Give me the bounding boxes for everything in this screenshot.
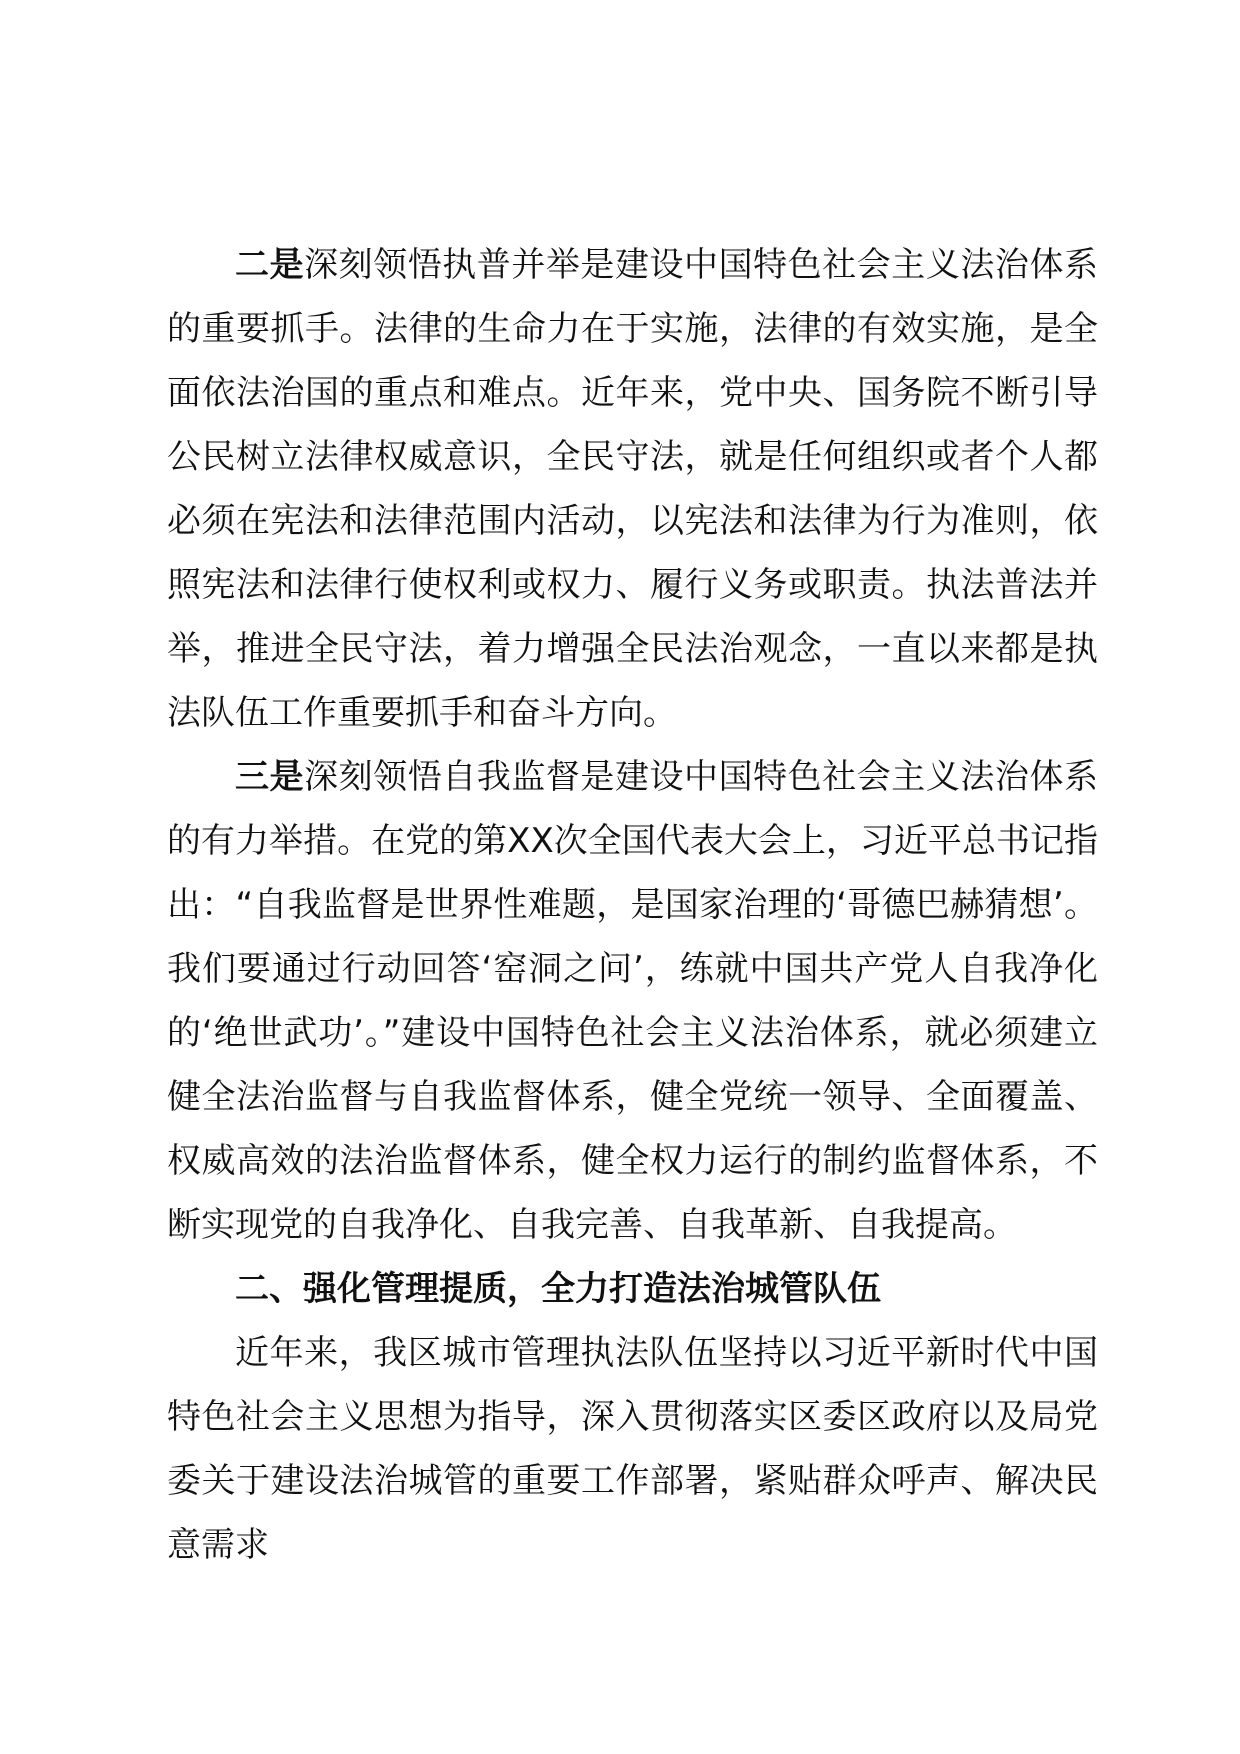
paragraph-third-point <box>167 745 1098 1257</box>
paragraph-lead: 二是 <box>235 245 305 285</box>
paragraph-text: 深刻领悟自我监督是建设中国特色社会主义法治体系的有力举措。在党的第XX次全国代表大会上，习近平总书记指出：“自我监督是世界性难题，是国家治理的‘哥德巴赫猜想’。我们要通过行动回答‘窑洞之问’，练就中国共产党人自我净化的‘绝世武功’。”建设中国特色社会主义法治体系，就必须建立健全法治监督与自我监督体系，健全党统一领导、全面覆盖、权威高效的法治监督体系，健全权力运行的制约监督体系，不断实现党的自我净化、自我完善、自我革新、自我提高。 <box>167 757 1099 1245</box>
paragraph-lead: 三是 <box>235 757 305 797</box>
paragraph-section-intro <box>167 1321 1098 1577</box>
paragraph-text: 深刻领悟执普并举是建设中国特色社会主义法治体系的重要抓手。法律的生命力在于实施，法律的有效实施，是全面依法治国的重点和难点。近年来，党中央、国务院不断引导公民树立法律权威意识，全民守法，就是任何组织或者个人都必须在宪法和法律范围内活动，以宪法和法律为行为准则，依照宪法和法律行使权利或权力、履行义务或职责。执法普法并举，推进全民守法，着力增强全民法治观念，一直以来都是执法队伍工作重要抓手和奋斗方向。 <box>167 245 1099 733</box>
document-page <box>167 233 1098 1577</box>
paragraph-text: 近年来，我区城市管理执法队伍坚持以习近平新时代中国特色社会主义思想为指导，深入贯彻落实区委区政府以及局党委关于建设法治城管的重要工作部署，紧贴群众呼声、解决民意需求 <box>167 1333 1098 1565</box>
paragraph-second-point <box>167 233 1098 745</box>
section-heading: 二、强化管理提质，全力打造法治城管队伍 <box>235 1269 881 1309</box>
